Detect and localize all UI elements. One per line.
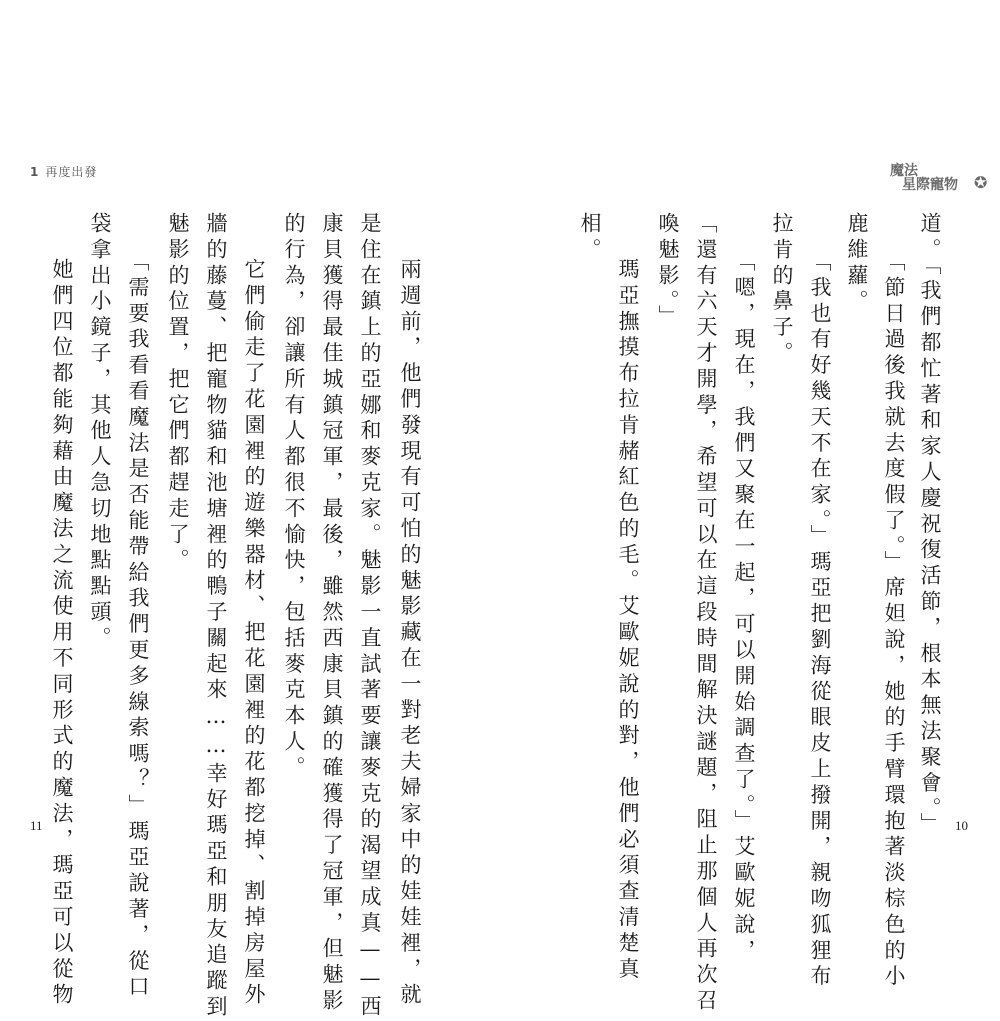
series-running-head <box>888 160 998 196</box>
text-column: 康貝獲得最佳城鎮冠軍，最後，雖然西康貝鎮的確獲得了冠軍，但魅影 <box>320 212 344 1015</box>
text-column: 「還有六天才開學，希望可以在這段時間解決謎題，阻止那個人再次召 <box>694 212 718 1015</box>
text-column: 喚魅影。」 <box>656 212 680 331</box>
page-number: 10 <box>955 818 968 833</box>
series-title-line2: 星際寵物 <box>902 177 958 193</box>
text-column: 瑪亞撫摸布拉肯赭紅色的毛。艾歐妮說的對，他們必須查清楚真 <box>616 258 640 984</box>
text-column: 相。 <box>578 212 602 264</box>
text-column: 「節日過後我就去度假了。」席妲說，她的手臂環抱著淡棕色的小 <box>882 250 906 991</box>
text-column: 袋拿出小鏡子，其他人急切地點點頭。 <box>88 212 112 653</box>
text-column: 「嗯，現在，我們又聚在一起，可以開始調查了。」艾歐妮說， <box>732 250 756 965</box>
star-icon: ✪ <box>974 173 988 192</box>
chapter-running-head <box>30 163 97 180</box>
chapter-number: 1 <box>30 165 40 179</box>
right-page <box>500 0 1000 1015</box>
text-column: 魅影的位置，把它們都趕走了。 <box>166 212 190 575</box>
text-column: 兩週前，他們發現有可怕的魅影藏在一對老夫婦家中的娃娃裡，就 <box>398 258 422 1010</box>
text-column: 的行為，卻讓所有人都很不愉快，包括麥克本人。 <box>282 212 306 782</box>
text-column: 拉肯的鼻子。 <box>770 212 794 368</box>
text-column: 它們偷走了花園裡的遊樂器材、把花園裡的花都挖掉、割掉房屋外 <box>242 258 266 1010</box>
text-column: 她們四位都能夠藉由魔法之流使用不同形式的魔法，瑪亞可以從物 <box>50 258 74 1010</box>
text-column: 鹿維蘿。 <box>845 212 869 316</box>
text-column: 是住在鎮上的亞娜和麥克家。魅影一直試著要讓麥克的渴望成真——西 <box>358 212 382 1021</box>
text-column: 「我也有好幾天不在家。」瑪亞把劉海從眼皮上撥開，親吻狐狸布 <box>808 250 832 991</box>
chapter-title: 再度出發 <box>45 165 98 179</box>
text-column: 「需要我看看魔法是否能帶給我們更多線索嗎？」瑪亞說著，從口 <box>126 250 150 1002</box>
series-title-line1: 魔法 <box>890 163 918 179</box>
text-column: 道。「我們都忙著和家人慶祝復活節，根本無法聚會。」 <box>918 212 942 839</box>
page-number: 11 <box>30 818 43 833</box>
text-column: 牆的藤蔓、把寵物貓和池塘裡的鴨子關起來……幸好瑪亞和朋友追蹤到 <box>204 212 228 1021</box>
